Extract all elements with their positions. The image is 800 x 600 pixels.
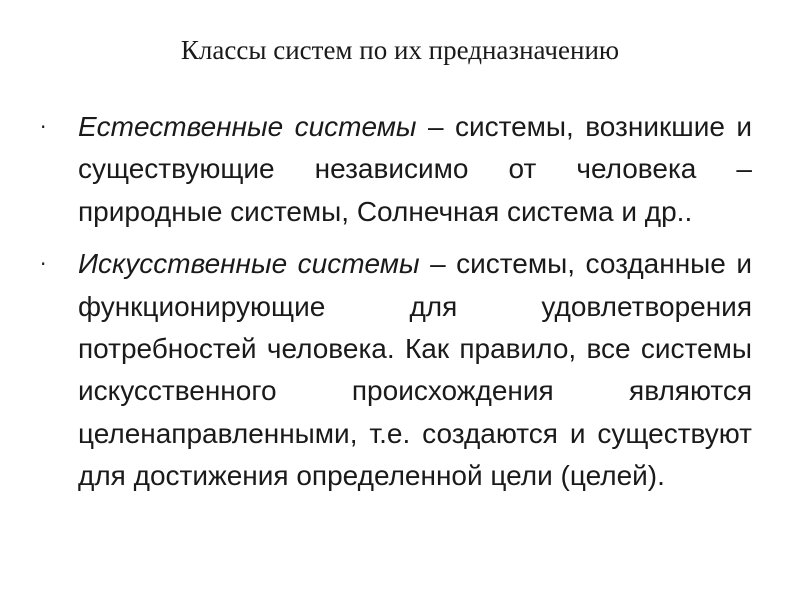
bullet-natural-systems xyxy=(40,106,752,233)
term-artificial-systems: Искусственные системы xyxy=(78,248,420,280)
bullet-list xyxy=(40,106,752,508)
bullet-dot-icon: · xyxy=(40,115,47,139)
slide-title: Классы систем по их предназначению xyxy=(180,35,620,65)
definition-natural-systems: – системы, возникшие и существующие независимо от человека – природные системы, Солнечная система и др.. xyxy=(78,111,752,227)
bullet-artificial-systems xyxy=(40,243,752,497)
bullet-dot-icon: · xyxy=(40,252,47,277)
definition-artificial-systems: – системы, созданные и функционирующие для удовлетворения потребностей человека. Как правило, все системы искусственного происхождения являются целенаправленными, т.е. создаются и существуют для достижения определенной цели (целей). xyxy=(78,248,752,492)
term-natural-systems: Естественные системы xyxy=(78,111,417,142)
